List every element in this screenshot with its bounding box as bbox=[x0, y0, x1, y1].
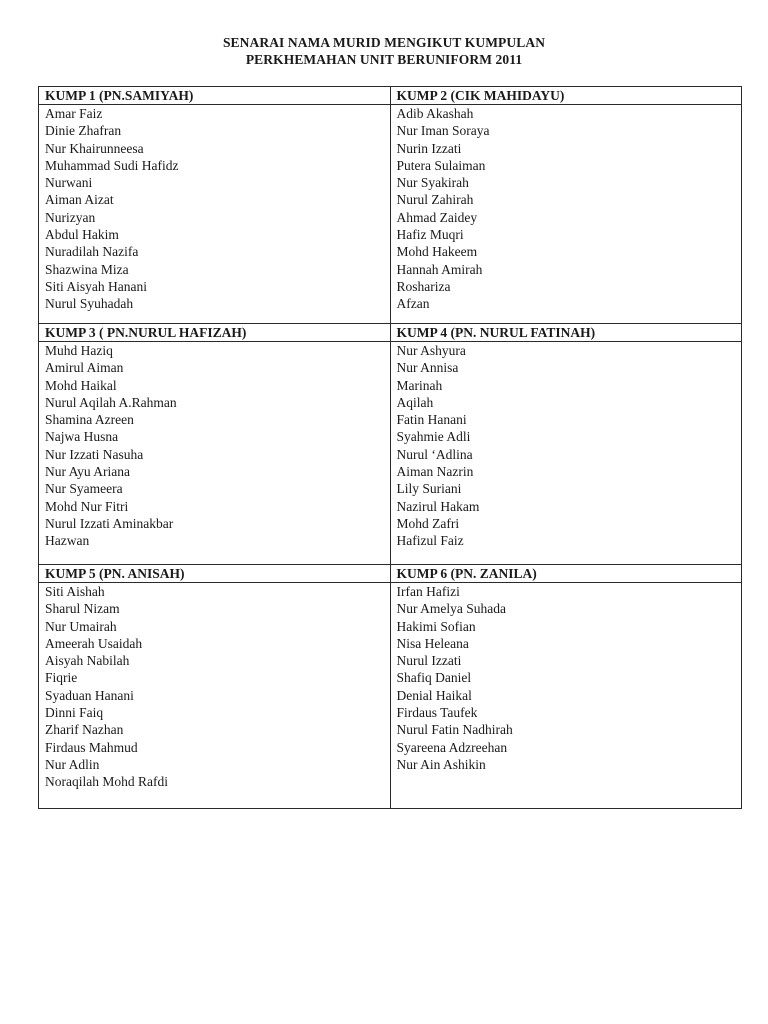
member-name: Nurul Aqilah A.Rahman bbox=[45, 394, 177, 410]
member-name: Nurul Izzati bbox=[396, 653, 462, 669]
member-name: Afzan bbox=[396, 296, 430, 312]
member-name: Fiqrie bbox=[45, 670, 78, 686]
member-name: Nur Amelya Suhada bbox=[396, 601, 506, 617]
member-name: Nisa Heleana bbox=[396, 635, 469, 651]
member-name: Marinah bbox=[396, 377, 443, 393]
group-4-heading: KUMP 4 (PN. NURUL FATINAH) bbox=[390, 324, 742, 342]
member-name: Aiman Aizat bbox=[45, 192, 114, 208]
names-row-2 bbox=[39, 342, 742, 565]
member-name: Adib Akashah bbox=[396, 106, 474, 121]
member-name: Hannah Amirah bbox=[396, 261, 483, 277]
member-name: Nurin Izzati bbox=[396, 140, 462, 156]
member-name: Ahmad Zaidey bbox=[396, 209, 478, 225]
member-name: Amar Faiz bbox=[45, 106, 103, 121]
member-name: Nurul Izzati Aminakbar bbox=[45, 515, 174, 531]
member-name: Nurwani bbox=[45, 175, 93, 191]
member-name: Nur Adlin bbox=[45, 756, 100, 772]
member-name: Mohd Hakeem bbox=[396, 244, 478, 260]
member-name: Najwa Husna bbox=[45, 429, 119, 445]
member-name: Abdul Hakim bbox=[45, 227, 119, 243]
member-name: Nur Umairah bbox=[45, 618, 117, 634]
group-3-heading: KUMP 3 ( PN.NURUL HAFIZAH) bbox=[39, 324, 391, 342]
member-name: Mohd Nur Fitri bbox=[45, 498, 129, 514]
member-name: Nur Syameera bbox=[45, 481, 123, 497]
member-name: Nuradilah Nazifa bbox=[45, 244, 139, 260]
member-name: Nurul ‘Adlina bbox=[396, 446, 473, 462]
document-title-line-1: SENARAI NAMA MURID MENGIKUT KUMPULAN bbox=[222, 35, 546, 50]
member-name: Nur Khairunneesa bbox=[45, 140, 144, 156]
member-name: Hazwan bbox=[45, 533, 90, 549]
member-name: Nur Syakirah bbox=[396, 175, 469, 191]
group-2-heading: KUMP 2 (CIK MAHIDAYU) bbox=[390, 87, 742, 105]
member-name: Nur Ayu Ariana bbox=[45, 464, 130, 480]
member-name: Mohd Haikal bbox=[45, 377, 117, 393]
names-row-1 bbox=[39, 105, 742, 324]
member-name: Hafizul Faiz bbox=[396, 533, 464, 549]
member-name: Zharif Nazhan bbox=[45, 722, 124, 738]
member-name: Shafiq Daniel bbox=[396, 670, 472, 686]
member-name: Muhammad Sudi Hafidz bbox=[45, 157, 179, 173]
member-name: Firdaus Mahmud bbox=[45, 739, 138, 755]
header-row-1 bbox=[39, 87, 742, 105]
member-name: Dinie Zhafran bbox=[45, 123, 122, 139]
member-name: Nazirul Hakam bbox=[396, 498, 480, 514]
member-name: Aisyah Nabilah bbox=[45, 653, 130, 669]
group-1-members bbox=[39, 105, 391, 324]
document-title-line-2: PERKHEMAHAN UNIT BERUNIFORM 2011 bbox=[245, 52, 523, 67]
header-row-2 bbox=[39, 324, 742, 342]
group-3-members bbox=[39, 342, 391, 565]
header-row-3 bbox=[39, 565, 742, 583]
member-name: Fatin Hanani bbox=[396, 412, 467, 428]
group-4-members bbox=[390, 342, 742, 565]
member-name: Aiman Nazrin bbox=[396, 464, 474, 480]
names-row-3 bbox=[39, 583, 742, 809]
member-name: Sharul Nizam bbox=[45, 601, 120, 617]
member-name: Noraqilah Mohd Rafdi bbox=[45, 774, 168, 790]
group-5-heading: KUMP 5 (PN. ANISAH) bbox=[39, 565, 391, 583]
member-name: Hafiz Muqri bbox=[396, 227, 464, 243]
group-roster-table bbox=[38, 86, 742, 809]
member-name: Siti Aishah bbox=[45, 584, 105, 599]
member-name: Nur Izzati Nasuha bbox=[45, 446, 144, 462]
member-name: Shazwina Miza bbox=[45, 261, 129, 277]
member-name: Dinni Faiq bbox=[45, 705, 104, 721]
group-1-heading: KUMP 1 (PN.SAMIYAH) bbox=[39, 87, 391, 105]
group-6-heading: KUMP 6 (PN. ZANILA) bbox=[390, 565, 742, 583]
group-6-members bbox=[390, 583, 742, 809]
member-name: Mohd Zafri bbox=[396, 515, 460, 531]
member-name: Siti Aisyah Hanani bbox=[45, 278, 147, 294]
member-name: Syareena Adzreehan bbox=[396, 739, 508, 755]
member-name: Shamina Azreen bbox=[45, 412, 134, 428]
member-name: Firdaus Taufek bbox=[396, 705, 478, 721]
member-name: Putera Sulaiman bbox=[396, 157, 486, 173]
member-name: Nurul Syuhadah bbox=[45, 296, 134, 312]
group-2-members bbox=[390, 105, 742, 324]
member-name: Nurul Zahirah bbox=[396, 192, 474, 208]
member-name: Ameerah Usaidah bbox=[45, 635, 143, 651]
member-name: Hakimi Sofian bbox=[396, 618, 476, 634]
member-name: Nurul Fatin Nadhirah bbox=[396, 722, 513, 738]
member-name: Roshariza bbox=[396, 278, 451, 294]
member-name: Muhd Haziq bbox=[45, 343, 113, 358]
member-name: Syahmie Adli bbox=[396, 429, 471, 445]
member-name: Nur Iman Soraya bbox=[396, 123, 490, 139]
member-name: Lily Suriani bbox=[396, 481, 462, 497]
member-name: Syaduan Hanani bbox=[45, 687, 134, 703]
member-name: Nurizyan bbox=[45, 209, 96, 225]
member-name: Aqilah bbox=[396, 394, 434, 410]
member-name: Nur Ain Ashikin bbox=[396, 756, 486, 772]
member-name: Irfan Hafizi bbox=[396, 584, 460, 599]
member-name: Nur Annisa bbox=[396, 360, 459, 376]
member-name: Nur Ashyura bbox=[396, 343, 466, 358]
member-name: Denial Haikal bbox=[396, 687, 472, 703]
member-name: Amirul Aiman bbox=[45, 360, 124, 376]
group-5-members bbox=[39, 583, 391, 809]
